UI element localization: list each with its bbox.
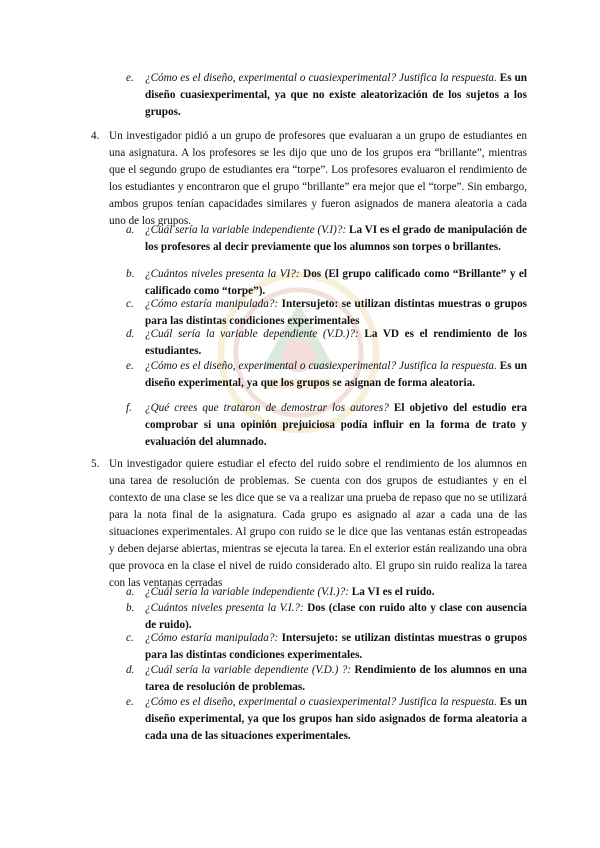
- q4-item-b-letter: b.: [126, 268, 135, 280]
- q4-item-e-answer: Es un diseño experimental, ya que los grupos se asignan de forma aleatoria.: [145, 360, 528, 389]
- q4-item-f-answer: El objetivo del estudio era comprobar si una opinión prejuiciosa podía influir en la forma de trato y evaluación del alumnado.: [145, 402, 528, 448]
- q3-item-e-answer: Es un diseño cuasiexperimental, ya que no existe aleatorización de los sujetos a los grupos.: [145, 72, 528, 118]
- q4-item-d-answer: La VD es el rendimiento de los estudiantes.: [145, 328, 528, 357]
- q4-item-f: [145, 400, 527, 451]
- q5-item-c-question: ¿Cómo estaría manipulada?:: [145, 632, 279, 644]
- q4-item-f-letter: f.: [126, 402, 132, 414]
- q5-item-c-letter: c.: [126, 632, 134, 644]
- q5-item-e: [145, 694, 527, 745]
- q4-text: Un investigador pidió a un grupo de profesores que evaluaran a un grupo de estudiantes en una asignatura. A los profesores se les dijo que uno de los grupos era “brillante”, mientras que el segundo grupo de estudiantes era “torpe”. Los profesores evaluaron el rendimiento de los estudiantes y encontraron que el grupo “brillante” era mejor que el “torpe”. Sin embargo, ambos grupos tenían capacidades similares y fueron asignados de manera aleatoria a cada uno de los grupos.: [109, 130, 527, 227]
- q3-item-e-letter: e.: [126, 72, 134, 84]
- q5-item-c-answer: Intersujeto: se utilizan distintas muestras o grupos para las distintas condiciones experimentales.: [145, 632, 528, 661]
- q5-item-a-letter: a.: [126, 586, 135, 598]
- q4-number: 4.: [91, 130, 100, 142]
- q4-item-b-answer: Dos (El grupo calificado como “Brillante” y el calificado como “torpe”).: [145, 268, 528, 297]
- q4-item-b-question: ¿Cuántos niveles presenta la VI?:: [145, 268, 300, 280]
- q4-item-b: [145, 266, 527, 300]
- q4-item-d-question: ¿Cuál sería la variable dependiente (V.D.)?:: [145, 328, 359, 340]
- q4-item-c-answer: Intersujeto: se utilizan distintas muestras o grupos para las distintas condiciones experimentales: [145, 298, 528, 327]
- q4-item-a: [145, 222, 527, 256]
- q5-item-a-answer: La VI es el ruido.: [351, 586, 435, 598]
- q5-item-b-question: ¿Cuántos niveles presenta la V.I.?:: [145, 602, 304, 614]
- q5-item-d-letter: d.: [126, 664, 135, 676]
- q4-item-d: [145, 326, 527, 360]
- q4-item-c-letter: c.: [126, 298, 134, 310]
- q4-item-c: [145, 296, 527, 330]
- q5-item-e-question: ¿Cómo es el diseño, experimental o cuasiexperimental? Justifica la respuesta.: [145, 696, 497, 708]
- q3-item-e: [145, 70, 527, 121]
- q5-item-d-answer: Rendimiento de los alumnos en una tarea de resolución de problemas.: [145, 664, 528, 693]
- q4-item-a-answer: La VI es el grado de manipulación de los profesores al decir previamente que los alumnos son torpes o brillantes.: [145, 224, 527, 253]
- q5-item-e-answer: Es un diseño experimental, ya que los grupos han sido asignados de forma aleatoria a cada una de las situaciones experimentales.: [145, 696, 528, 742]
- q4-item-d-letter: d.: [126, 328, 135, 340]
- q5-item-e-letter: e.: [126, 696, 134, 708]
- q5-item-a: [145, 584, 527, 601]
- q5-item-d: [145, 662, 527, 696]
- q4-item-e-letter: e.: [126, 360, 134, 372]
- q4-item-a-letter: a.: [126, 224, 135, 236]
- q5-item-b-answer: Dos (clase con ruido alto y clase con ausencia de ruido).: [145, 602, 528, 631]
- q5-item-c: [145, 630, 527, 664]
- q5-item-b-letter: b.: [126, 602, 135, 614]
- q4-item-f-question: ¿Qué crees que trataron de demostrar los autores?: [145, 402, 389, 414]
- q5-number: 5.: [91, 458, 100, 470]
- q5-item-a-question: ¿Cuál sería la variable independiente (V.I.)?:: [145, 586, 349, 598]
- q4-item-c-question: ¿Cómo estaría manipulada?:: [145, 298, 279, 310]
- q4-item-e-question: ¿Cómo es el diseño, experimental o cuasiexperimental? Justifica la respuesta.: [145, 360, 497, 372]
- q3-item-e-question: ¿Cómo es el diseño, experimental o cuasiexperimental? Justifica la respuesta.: [145, 72, 497, 84]
- q5-text: Un investigador quiere estudiar el efecto del ruido sobre el rendimiento de los alumnos en una tarea de resolución de problemas. Se cuenta con dos grupos de estudiantes y en el contexto de una clase se les dice que se va a realizar una prueba de repaso que no se utilizará para la nota final de la asignatura. Cada grupo es asignado al azar a cada una de las situaciones experimentales. Al grupo con ruido se le dice que las ventanas están estropeadas y deben dejarse abiertas, mientras se ejecuta la tarea. En el exterior están realizando una obra que provoca en la clase el nivel de ruido considerado alto. El grupo sin ruido realiza la tarea con las ventanas cerradas: [109, 458, 527, 589]
- q4-item-a-question: ¿Cuál sería la variable independiente (V.I)?:: [145, 224, 347, 236]
- q4-item-e: [145, 358, 527, 392]
- q5-item-b: [145, 600, 527, 634]
- q5-item-d-question: ¿Cuál sería la variable dependiente (V.D.) ?:: [145, 664, 352, 676]
